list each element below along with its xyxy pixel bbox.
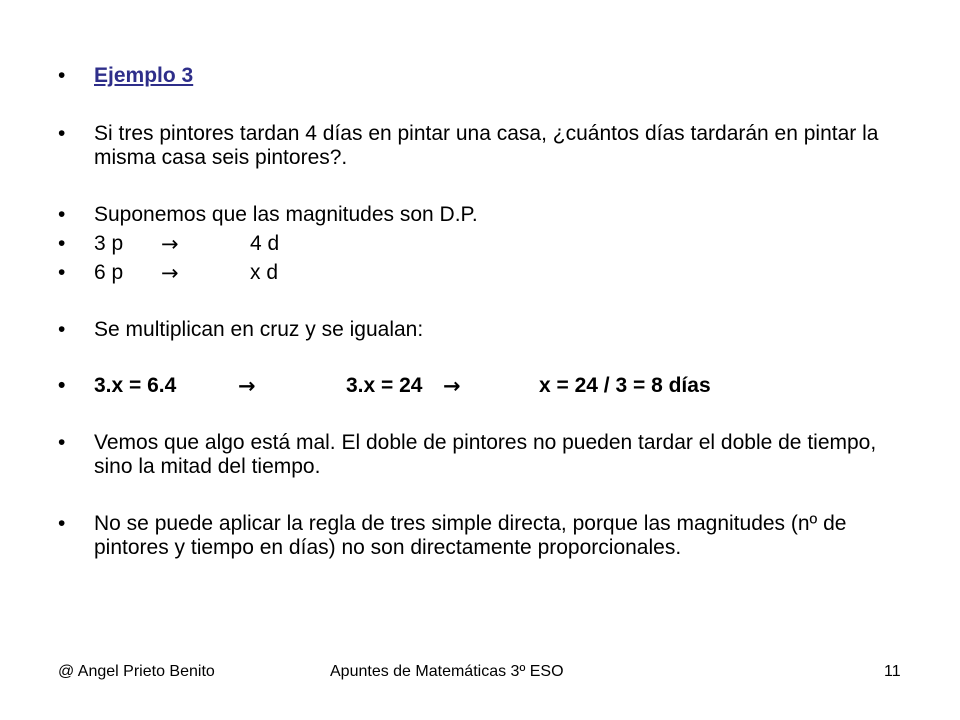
- bullet-dot: •: [58, 64, 66, 87]
- equation-part2: 3.x = 24: [346, 374, 423, 397]
- row1-days: 4 d: [250, 232, 280, 255]
- bullet-dot: •: [58, 512, 66, 535]
- footer-page-number: 11: [884, 663, 901, 680]
- cross-text: Se multiplican en cruz y se igualan:: [94, 318, 424, 341]
- row2-days: x d: [250, 261, 279, 284]
- equation-part3: x = 24 / 3 = 8 días: [539, 374, 711, 397]
- assumption-text: Suponemos que las magnitudes son D.P.: [94, 203, 478, 226]
- observation-text: Vemos que algo está mal. El doble de pintores no pueden tardar el doble de tiempo, sino la mitad del tiempo.: [94, 431, 877, 478]
- row1-persons: 3 p: [94, 232, 124, 255]
- conclusion-text: No se puede aplicar la regla de tres simple directa, porque las magnitudes (nº de pintores y tiempo en días) no son directamente proporcionales.: [94, 512, 847, 559]
- problem-text: Si tres pintores tardan 4 días en pintar una casa, ¿cuántos días tardarán en pintar la misma casa seis pintores?.: [94, 122, 879, 169]
- equation-part1: 3.x = 6.4: [94, 374, 177, 397]
- row2-persons: 6 p: [94, 261, 124, 284]
- footer-course: Apuntes de Matemáticas 3º ESO: [330, 663, 564, 680]
- bullet-dot: •: [58, 431, 66, 454]
- bullet-dot: •: [58, 318, 66, 341]
- example-title: Ejemplo 3: [94, 64, 194, 87]
- row1-arrow-icon: →: [161, 232, 179, 256]
- bullet-dot: •: [58, 374, 66, 397]
- bullet-dot: •: [58, 122, 66, 145]
- footer-author: @ Angel Prieto Benito: [58, 663, 215, 680]
- bullet-dot: •: [58, 232, 66, 255]
- equation-arrow2-icon: →: [443, 374, 461, 398]
- equation-arrow1-icon: →: [238, 374, 256, 398]
- bullet-dot: •: [58, 261, 66, 284]
- bullet-dot: •: [58, 203, 66, 226]
- row2-arrow-icon: →: [161, 261, 179, 285]
